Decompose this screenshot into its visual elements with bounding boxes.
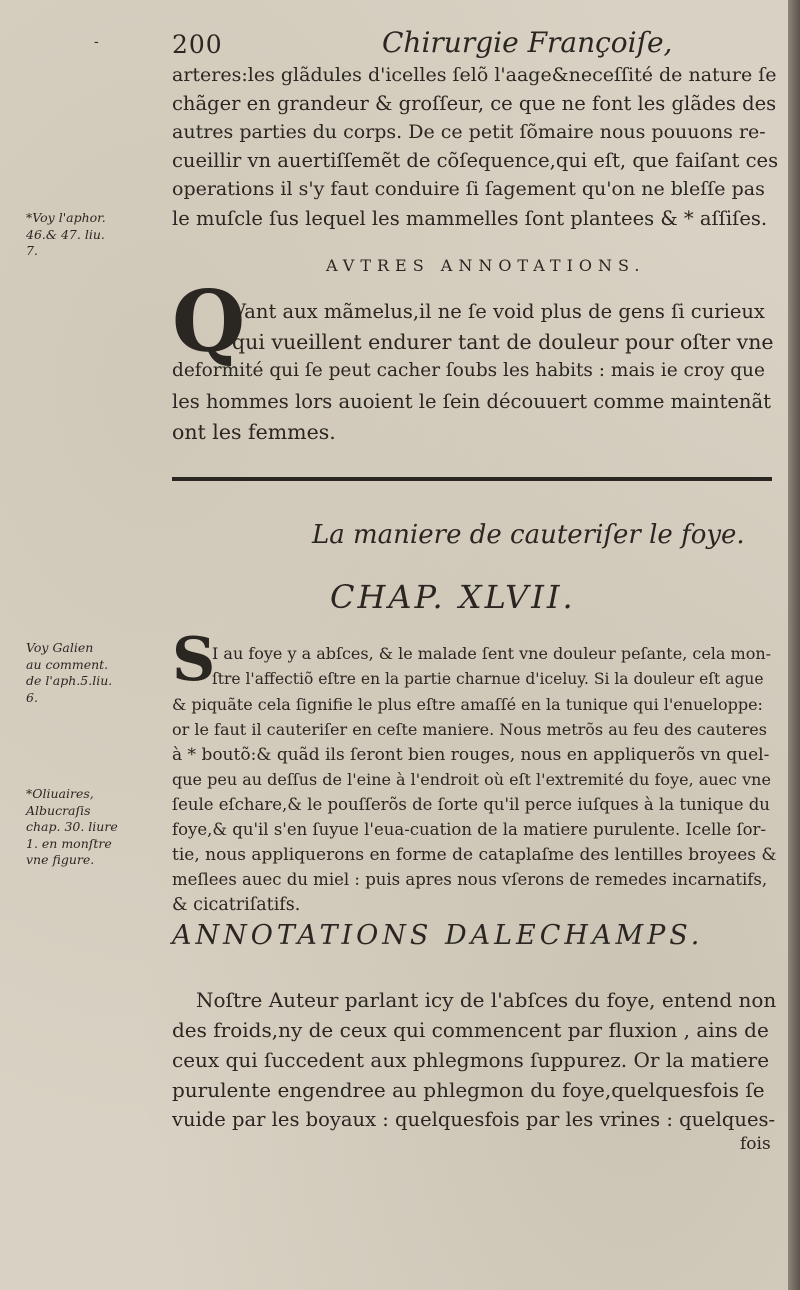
text-line: ceux qui ſuccedent aux phlegmons ſuppurez. Or la matiere [172, 1048, 770, 1072]
text-line: Noſtre Auteur parlant icy de l'abſces du foye, entend non [196, 988, 777, 1012]
text-line: tie, nous appliquerons en forme de cataplaſme des lentilles broyees & [172, 845, 777, 865]
running-title: Chirurgie Françoiſe, [382, 26, 673, 59]
text-line: & cicatriſatifs. [172, 895, 301, 915]
text-line: or le faut il cauteriſer en ceſte maniere. Nous metrõs au feu des cauteres [172, 720, 767, 739]
section-title: La maniere de cauteriſer le foye. [312, 520, 745, 550]
text-line: autres parties du corps. De ce petit ſõmaire nous pouuons re- [172, 121, 766, 143]
text-line: le muſcle ſus lequel les mammelles ſont plantees & * aſſiſes. [172, 207, 768, 230]
annotations-heading: ANNOTATIONS DALECHAMPS. [172, 920, 704, 951]
drop-cap: S [172, 625, 216, 695]
text-line: meſlees auec du miel : puis apres nous vſerons de remedes incarnatifs, [172, 870, 768, 889]
text-line: vuide par les boyaux : quelquesfois par les vrines : quelques- [172, 1108, 776, 1131]
text-line: qui vueillent endurer tant de douleur pour oſter vne [232, 330, 774, 354]
annotations-heading-small: AVTRES ANNOTATIONS. [326, 256, 646, 275]
text-line: ont les femmes. [172, 420, 336, 444]
catchword: fois [740, 1134, 771, 1154]
text-line: cueillir vn auertiſſemẽt de cõſequence,qui eſt, que faiſant ces [172, 149, 779, 172]
section-rule [172, 477, 772, 481]
text-line: à * boutõ:& quãd ils ſeront bien rouges, nous en appliquerõs vn quel- [172, 745, 770, 765]
text-line: I au foye y a abſces, & le malade ſent vne douleur peſante, cela mon- [212, 644, 772, 663]
page-number: 200 [172, 30, 223, 59]
text-line: & piquãte cela ſignifie le plus eſtre amaſſé en la tunique qui l'enueloppe: [172, 695, 763, 714]
chapter-label: CHAP. XLVII. [330, 578, 576, 616]
text-line: arteres:les glãdules d'icelles ſelõ l'aage&neceſſité de nature ſe [172, 64, 777, 86]
text-line: foye,& qu'il s'en ſuyue l'eua-cuation de la matiere purulente. Icelle ſor- [172, 820, 767, 839]
drop-cap: Q [172, 272, 246, 371]
margin-note: *Oliuaires, Albucraſis chap. 30. liure 1. en monſtre vne figure. [26, 786, 118, 867]
margin-note: Voy Galien au comment. de l'aph.5.liu. 6. [26, 640, 113, 705]
text-line: chãger en grandeur & groſſeur, ce que ne font les glãdes des [172, 92, 777, 115]
corner-mark: - [94, 34, 99, 50]
page-edge [788, 0, 800, 1290]
text-line: ſtre l'affectiõ eſtre en la partie charnue d'iceluy. Si la douleur eſt ague [212, 670, 764, 688]
text-line: deformité qui ſe peut cacher ſoubs les habits : mais ie croy que [172, 360, 765, 381]
text-line: ſeule eſchare,& le pouſſerõs de ſorte qu'il perce iuſques à la tunique du [172, 795, 770, 814]
text-line: des froids,ny de ceux qui commencent par fluxion , ains de [172, 1018, 769, 1042]
text-line: purulente engendree au phlegmon du foye,quelquesfois ſe [172, 1078, 765, 1102]
text-line: les hommes lors auoient le ſein découuert comme maintenãt [172, 390, 771, 413]
text-line: Vant aux mãmelus,il ne ſe void plus de gens ſi curieux [232, 300, 765, 323]
margin-note: *Voy l'aphor. 46.& 47. liu. 7. [26, 210, 106, 258]
text-line: operations il s'y faut conduire ſi ſagement qu'on ne bleſſe pas [172, 178, 765, 200]
text-line: que peu au deſſus de l'eine à l'endroit où eſt l'extremité du foye, auec vne [172, 770, 771, 789]
